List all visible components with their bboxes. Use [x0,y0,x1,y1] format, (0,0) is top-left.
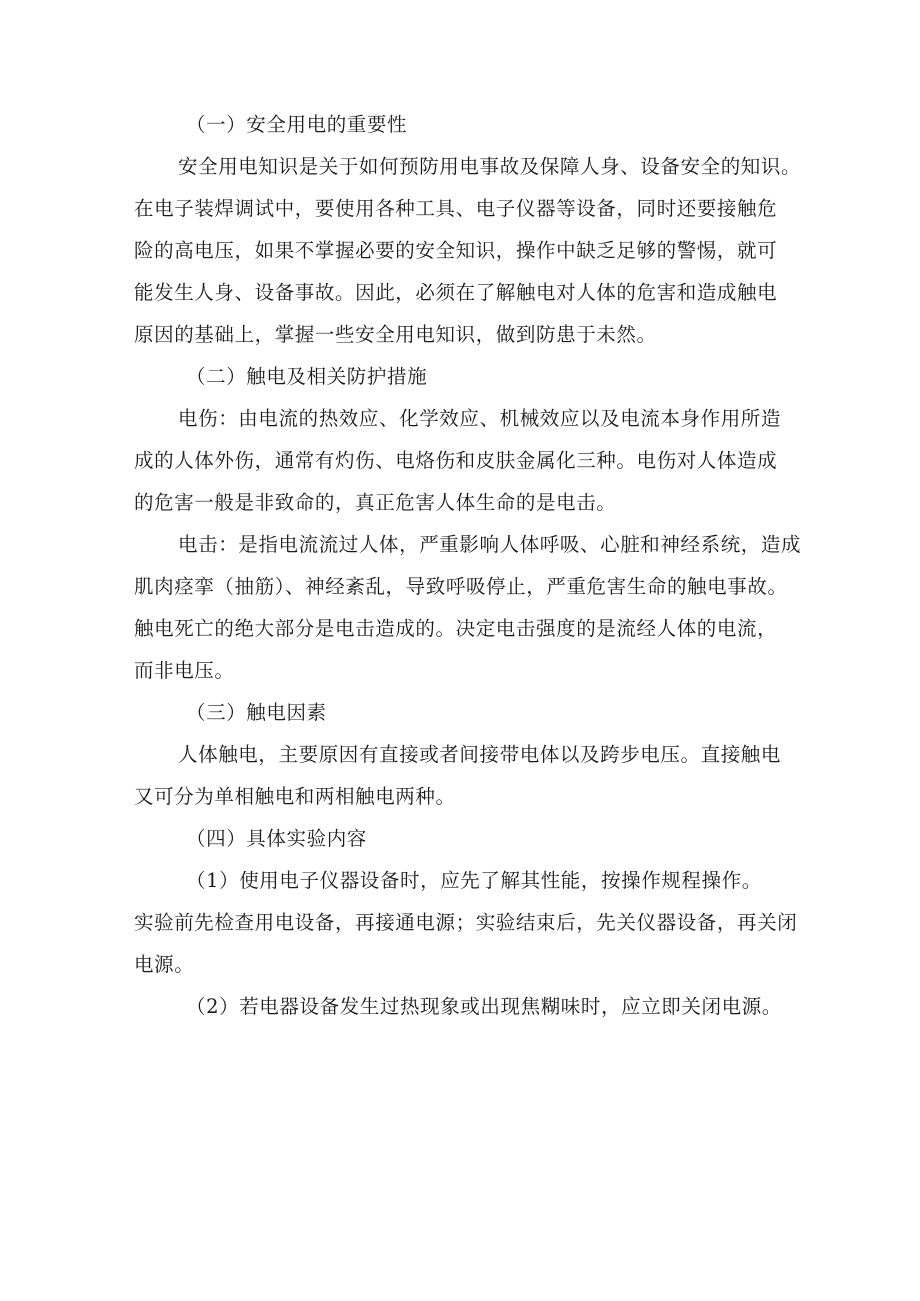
paragraph-line: 的危害一般是非致命的，真正危害人体生命的是电击。 [134,491,617,514]
paragraph-line: 险的高电压，如果不掌握必要的安全知识，操作中缺乏足够的警惕，就可 [134,239,778,262]
paragraph-line: 而非电压。 [134,659,235,682]
paragraph-line: 电击：是指电流流过人体，严重影响人体呼吸、心脏和神经系统，造成 [178,533,802,556]
paragraph-line: 在电子装焊调试中，要使用各种工具、电子仪器等设备，同时还要接触危 [134,197,778,220]
list-item-2: （2）若电器设备发生过热现象或出现焦糊味时，应立即关闭电源。 [186,995,782,1018]
paragraph-line: 又可分为单相触电和两相触电两种。 [134,785,456,808]
section-heading-3: （三）触电因素 [186,701,327,724]
paragraph-line: 能发生人身、设备事故。因此，必须在了解触电对人体的危害和造成触电 [134,281,778,304]
document-body [134,110,802,1022]
paragraph-line: 实验前先检查用电设备，再接通电源；实验结束后，先关仪器设备，再关闭 [134,911,798,934]
paragraph-line: 肌肉痉挛（抽筋）、神经紊乱，导致呼吸停止，严重危害生命的触电事故。 [134,575,788,598]
paragraph-line: 触电死亡的绝大部分是电击造成的。决定电击强度的是流经人体的电流， [134,617,778,640]
paragraph-line: 原因的基础上，掌握一些安全用电知识，做到防患于未然。 [134,323,657,346]
section-heading-2: （二）触电及相关防护措施 [186,365,428,388]
section-heading-4: （四）具体实验内容 [186,827,367,850]
section-heading-1: （一）安全用电的重要性 [186,113,408,136]
list-item-1: （1）使用电子仪器设备时，应先了解其性能，按操作规程操作。 [186,869,762,892]
paragraph-line: 安全用电知识是关于如何预防用电事故及保障人身、设备安全的知识。 [178,155,802,178]
paragraph-line: 人体触电，主要原因有直接或者间接带电体以及跨步电压。直接触电 [178,743,782,766]
paragraph-line: 成的人体外伤，通常有灼伤、电烙伤和皮肤金属化三种。电伤对人体造成 [134,449,778,472]
paragraph-line: 电伤：由电流的热效应、化学效应、机械效应以及电流本身作用所造 [178,407,782,430]
paragraph-line: 电源。 [134,953,195,976]
